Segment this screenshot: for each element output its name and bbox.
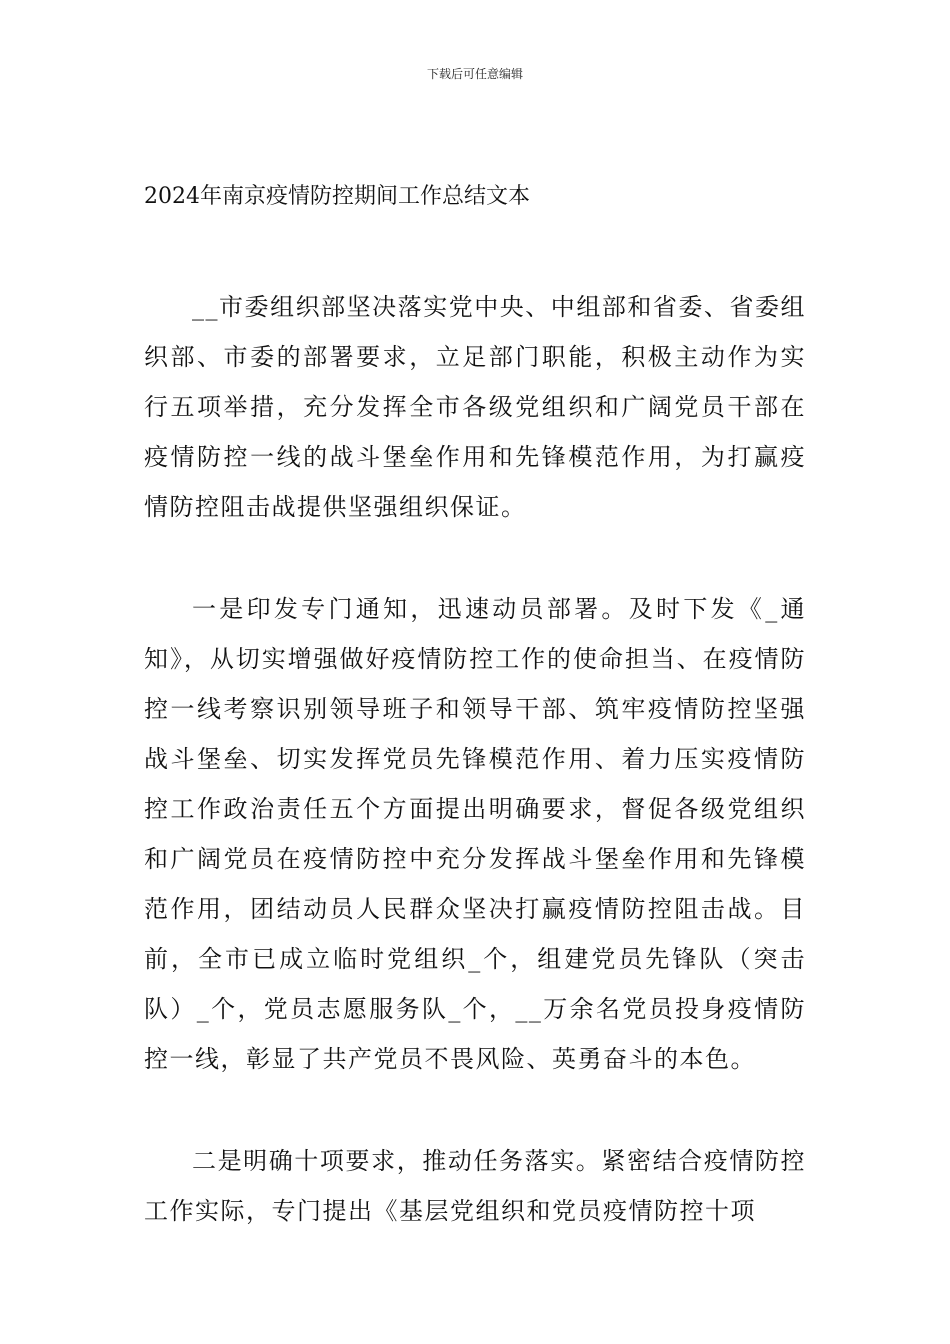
paragraph-measure-one: 一是印发专门通知，迅速动员部署。及时下发《_通知》，从切实增强做好疫情防控工作的使命担当、在疫情防控一线考察识别领导班子和领导干部、筑牢疫情防控坚强战斗堡垒、切实发挥党员先锋模范作用、着力压实疫情防控工作政治责任五个方面提出明确要求，督促各级党组织和广阔党员在疫情防控中充分发挥战斗堡垒作用和先锋模范作用，团结动员人民群众坚决打赢疫情防控阻击战。目前，全市已成立临时党组织_个，组建党员先锋队（突击队）_个，党员志愿服务队_个，__万余名党员投身疫情防控一线，彰显了共产党员不畏风险、英勇奋斗的本色。 xyxy=(144,595,806,1073)
document-body xyxy=(144,282,806,1288)
header-note: 下载后可任意编辑 xyxy=(426,67,523,81)
document-title: 2024年南京疫情防控期间工作总结文本 xyxy=(144,184,530,209)
paragraph-intro: __市委组织部坚决落实党中央、中组部和省委、省委组织部、市委的部署要求，立足部门职能，积极主动作为实行五项举措，充分发挥全市各级党组织和广阔党员干部在疫情防控一线的战斗堡垒作用和先锋模范作用，为打赢疫情防控阻击战提供坚强组织保证。 xyxy=(144,293,806,521)
paragraph-measure-two: 二是明确十项要求，推动任务落实。紧密结合疫情防控工作实际，专门提出《基层党组织和党员疫情防控十项 xyxy=(144,1147,806,1225)
